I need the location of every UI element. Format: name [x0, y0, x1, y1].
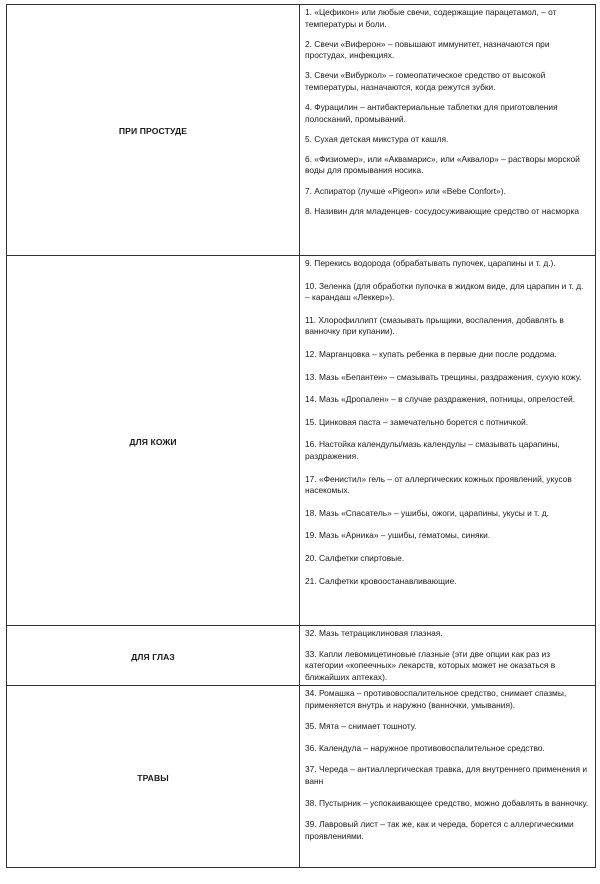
category-cell [7, 686, 300, 868]
section-row-skin [7, 256, 596, 626]
category-cell [7, 626, 300, 686]
section-row-eyes [7, 626, 596, 686]
items-cell [300, 256, 596, 626]
items-cell [300, 686, 596, 868]
list-item: 17. «Фенистил» гель – от аллергических кожных проявлений, укусов насекомых. [305, 473, 572, 496]
section-row-cold [7, 5, 596, 256]
list-item: 39. Лавровый лист – так же, как и череда, борется с аллергическими проявлениями. [305, 819, 574, 841]
list-item: 21. Салфетки кровоостанавливающие. [305, 575, 457, 586]
section-row-herbs [7, 686, 596, 868]
list-item: 15. Цинковая паста – замечательно борется с потничкой. [305, 416, 529, 427]
list-item: 20. Салфетки спиртовые. [305, 552, 405, 563]
list-item: 35. Мята – снимает тошноту. [305, 721, 417, 732]
items-cell [300, 626, 596, 686]
list-item: 18. Мазь «Спасатель» – ушибы, ожоги, царапины, укусы и т. д. [305, 507, 549, 518]
list-item: 4. Фурацилин – антибактериальные таблетки для приготовления полосканий, промываний. [305, 102, 558, 124]
list-item: 13. Мазь «Бепантен» – смазывать трещины, раздражения, сухую кожу. [305, 371, 582, 382]
medicine-table [6, 4, 596, 868]
list-item: 5. Сухая детская микстура от кашля. [305, 133, 449, 144]
category-cell [7, 256, 300, 626]
list-item: 36. Календула – наружное противовоспалительное средство. [305, 742, 545, 753]
list-item: 8. Називин для младенцев- сосудосуживающие средство от насморка [305, 205, 579, 216]
list-item: 1. «Цефикон» или любые свечи, содержащие парацетамол, – от температуры и боли. [305, 7, 557, 29]
list-item: 7. Аспиратор (лучше «Pigeon» или «Bebe Confort»). [305, 185, 506, 196]
list-item: 38. Пустырник – успокаивающее средство, можно добавлять в ванночку. [305, 797, 589, 808]
list-item: 12. Марганцовка – купать ребенка в первые дни после роддома. [305, 348, 557, 359]
list-item: 14. Мазь «Дропален» – в случае раздражения, потницы, опрелостей. [305, 394, 576, 405]
list-item: 37. Череда – антиаллергическая травка, для внутреннего применения и ванн [305, 764, 588, 786]
list-item: 6. «Физиомер», или «Аквамарис», или «Аквалор» – растворы морской воды для промывания носика. [305, 153, 580, 176]
list-item: 11. Хлорофиллипт (смазывать прыщики, воспаления, добавлять в ванночку при купании). [305, 314, 564, 337]
list-item: 16. Настойка календулы/мазь календулы – смазывать царапины, раздражения. [305, 439, 560, 461]
list-item: 10. Зеленка (для обработки пупочка в жидком виде, для царапин и т. д. – карандаш «Леккер»). [305, 280, 584, 303]
category-title: ПРИ ПРОСТУДЕ [118, 126, 188, 136]
items-cell [300, 5, 596, 256]
list-item: 9. Перекись водорода (обрабатывать пупочек, царапины и т. д.). [305, 258, 556, 268]
list-item: 34. Ромашка – противовоспалительное средство, снимает спазмы, применяется внутрь и наружно (ванночки, умывания). [305, 688, 567, 710]
category-cell [7, 5, 300, 256]
list-item: 19. Мазь «Арника» – ушибы, гематомы, синяки. [305, 530, 491, 541]
list-item: 3. Свечи «Вибуркол» – гомеопатическое средство от высокой температуры, назначаются, когда режутся зубки. [305, 70, 546, 92]
list-item: 2. Свечи «Виферон» – повышают иммунитет, назначаются при простудах, инфекциях. [305, 38, 550, 61]
list-item: 33. Капли левомицетиновые глазные (эти две опции как раз из категории «копеечных» лекарств, которых может не оказаться в ближайших аптеках). [305, 648, 556, 682]
list-item: 32. Мазь тетрациклиновая глазная. [305, 628, 443, 638]
category-title: ДЛЯ ГЛАЗ [131, 651, 175, 662]
category-title: ТРАВЫ [137, 772, 169, 783]
category-title: ДЛЯ КОЖИ [129, 436, 177, 447]
